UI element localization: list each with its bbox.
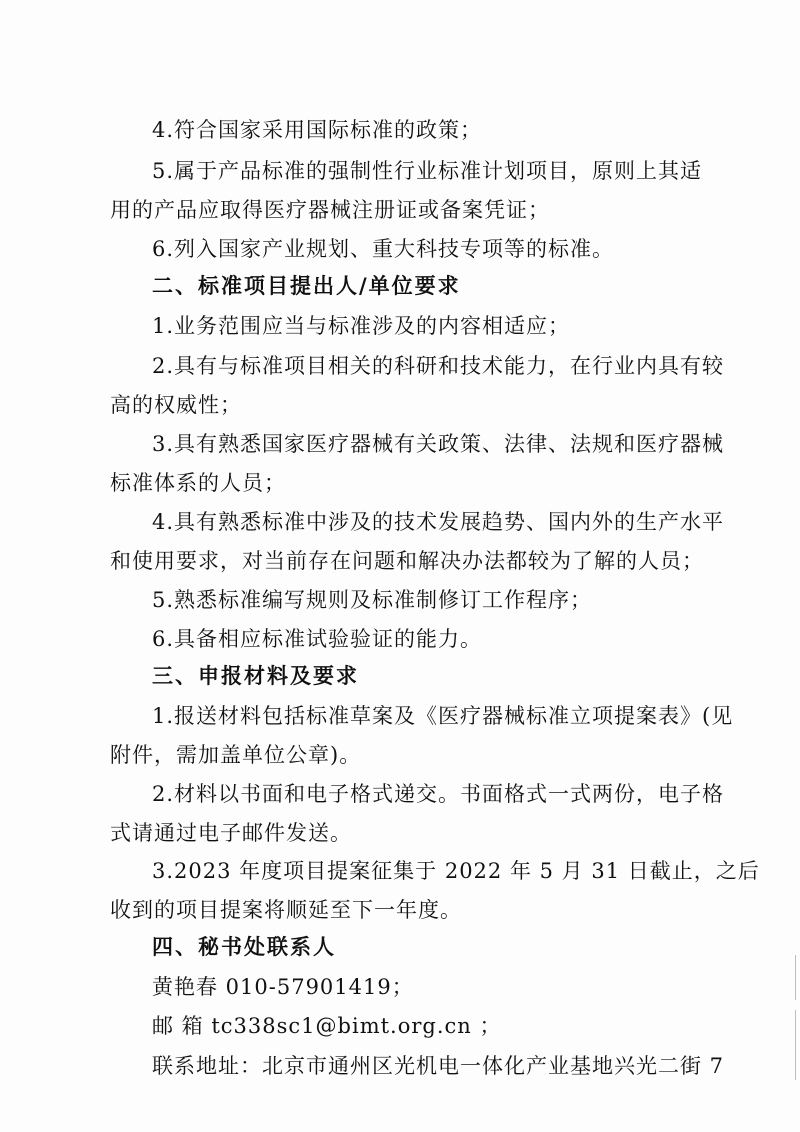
scan-edge-mark-lower: [795, 1010, 796, 1080]
requirement-item-1: 1.业务范围应当与标准涉及的内容相适应；: [152, 314, 571, 338]
requirement-item-6: 6.具备相应标准试验验证的能力。: [152, 627, 483, 651]
materials-item-3-line-1: 3.2023 年度项目提案征集于 2022 年 5 月 31 日截止，之后: [152, 859, 760, 883]
contact-address: 联系地址：北京市通州区光机电一体化产业基地兴光二街 7: [152, 1054, 725, 1078]
requirement-item-2-line-1: 2.具有与标准项目相关的科研和技术能力，在行业内具有较: [152, 354, 725, 378]
requirement-item-3-line-2: 标准体系的人员；: [110, 471, 286, 495]
requirement-item-5: 5.熟悉标准编写规则及标准制修订工作程序；: [152, 588, 593, 612]
policy-item-6: 6.列入国家产业规划、重大科技专项等的标准。: [152, 237, 615, 261]
materials-item-1-line-2: 附件，需加盖单位公章)。: [110, 743, 362, 767]
requirement-item-4-line-2: 和使用要求，对当前存在问题和解决办法都较为了解的人员；: [110, 549, 704, 573]
contact-person-phone: 黄艳春 010-57901419；: [152, 975, 414, 999]
section-heading-application-materials: 三、申报材料及要求: [152, 664, 359, 688]
materials-item-3-line-2: 收到的项目提案将顺延至下一年度。: [110, 898, 462, 922]
section-heading-secretariat-contact: 四、秘书处联系人: [152, 935, 336, 959]
policy-item-4: 4.符合国家采用国际标准的政策；: [152, 118, 483, 142]
requirement-item-2-line-2: 高的权威性；: [110, 393, 242, 417]
requirement-item-4-line-1: 4.具有熟悉标准中涉及的技术发展趋势、国内外的生产水平: [152, 510, 725, 534]
materials-item-2-line-2: 式请通过电子邮件发送。: [110, 821, 352, 845]
policy-item-5-line-1: 5.属于产品标准的强制性行业标准计划项目，原则上其适: [152, 159, 703, 183]
materials-item-1-line-1: 1.报送材料包括标准草案及《医疗器械标准立项提案表》(见: [152, 704, 734, 728]
section-heading-proposer-requirements: 二、标准项目提出人/单位要求: [152, 274, 461, 298]
materials-item-2-line-1: 2.材料以书面和电子格式递交。书面格式一式两份，电子格: [152, 782, 725, 806]
contact-email: 邮 箱 tc338sc1@bimt.org.cn ；: [152, 1014, 502, 1038]
requirement-item-3-line-1: 3.具有熟悉国家医疗器械有关政策、法律、法规和医疗器械: [152, 432, 725, 456]
policy-item-5-line-2: 用的产品应取得医疗器械注册证或备案凭证；: [110, 198, 550, 222]
scan-edge-mark-upper: [795, 955, 796, 1000]
